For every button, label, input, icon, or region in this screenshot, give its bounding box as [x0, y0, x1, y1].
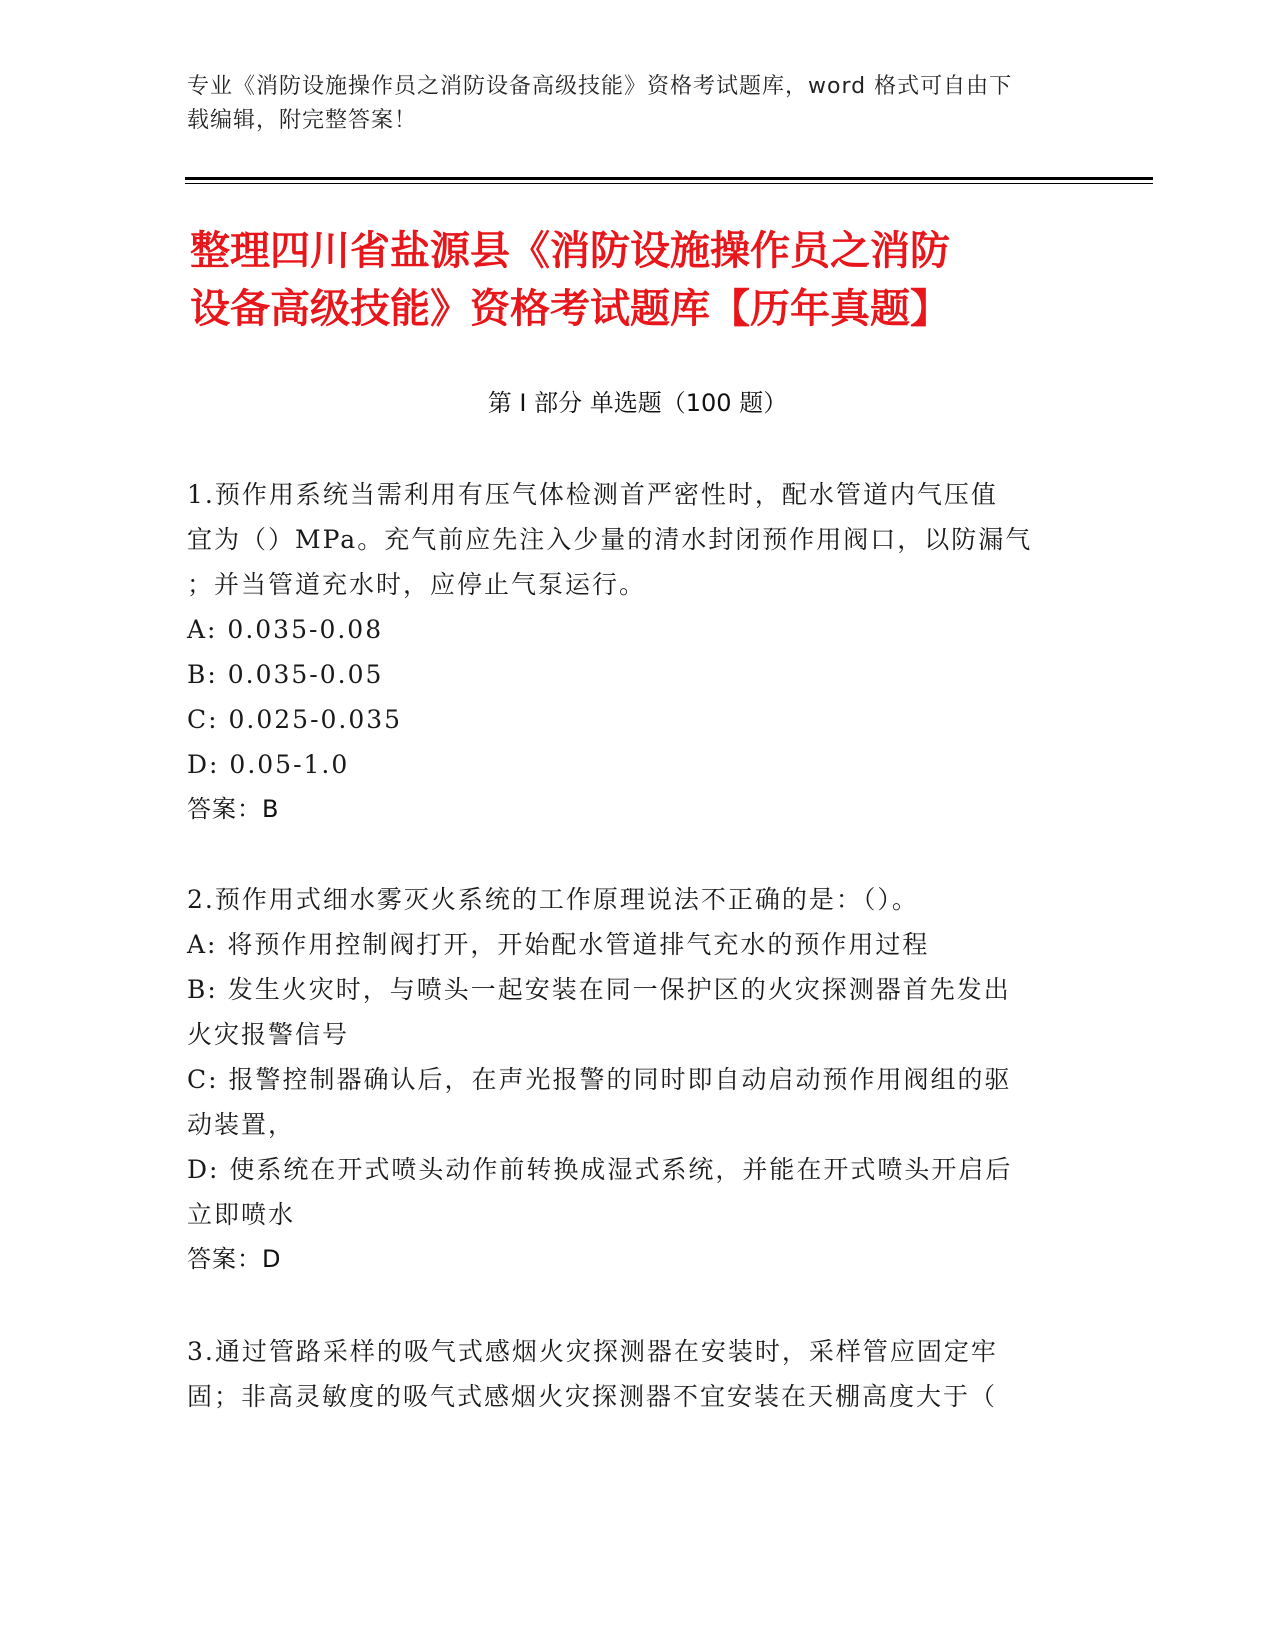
section-heading: 第 I 部分 单选题（100 题）	[487, 389, 788, 417]
option-b-continued: 火灾报警信号	[187, 1020, 350, 1049]
answer-label: 答案：D	[187, 1245, 282, 1273]
header-note	[187, 70, 1067, 138]
header-note-line-2: 载编辑，附完整答案！	[187, 108, 418, 133]
document-title-line-2: 设备高级技能》资格考试题库【历年真题】	[190, 286, 950, 332]
option-d: D: 0.05-1.0	[187, 750, 350, 779]
question-stem-line: 3.通过管路采样的吸气式感烟火灾探测器在安装时，采样管应固定牢	[187, 1337, 998, 1366]
question-stem-line: 宜为（）MPa。充气前应先注入少量的清水封闭预作用阀口，以防漏气	[187, 525, 1033, 554]
option-c-continued: 动装置，	[187, 1110, 296, 1139]
question-stem-line: ；并当管道充水时，应停止气泵运行。	[187, 570, 647, 599]
header-rule-thick	[185, 177, 1153, 180]
option-b: B: 0.035-0.05	[187, 660, 384, 689]
question-stem-line: 1.预作用系统当需利用有压气体检测首严密性时，配水管道内气压值	[187, 480, 998, 509]
document-title	[190, 222, 1090, 338]
option-a: A: 0.035-0.08	[187, 615, 384, 644]
option-b: B: 发生火灾时，与喷头一起安装在同一保护区的火灾探测器首先发出	[187, 975, 1011, 1004]
option-a: A: 将预作用控制阀打开，开始配水管道排气充水的预作用过程	[187, 930, 930, 959]
question-stem-line: 固；非高灵敏度的吸气式感烟火灾探测器不宜安装在天棚高度大于（	[187, 1382, 998, 1411]
question-2	[187, 877, 1077, 1282]
question-1	[187, 472, 1077, 832]
option-d: D: 使系统在开式喷头动作前转换成湿式系统，并能在开式喷头开启后	[187, 1155, 1013, 1184]
option-c: C: 报警控制器确认后，在声光报警的同时即自动启动预作用阀组的驱	[187, 1065, 1012, 1094]
option-d-continued: 立即喷水	[187, 1200, 296, 1229]
header-note-line-1: 专业《消防设施操作员之消防设备高级技能》资格考试题库，word 格式可自由下	[187, 74, 1013, 99]
question-stem-line: 2.预作用式细水雾灭火系统的工作原理说法不正确的是：（）。	[187, 885, 919, 914]
option-c: C: 0.025-0.035	[187, 705, 403, 734]
answer-label: 答案：B	[187, 795, 280, 823]
question-3	[187, 1329, 1077, 1419]
header-rule-thin	[185, 183, 1153, 184]
document-title-line-1: 整理四川省盐源县《消防设施操作员之消防	[190, 228, 950, 274]
